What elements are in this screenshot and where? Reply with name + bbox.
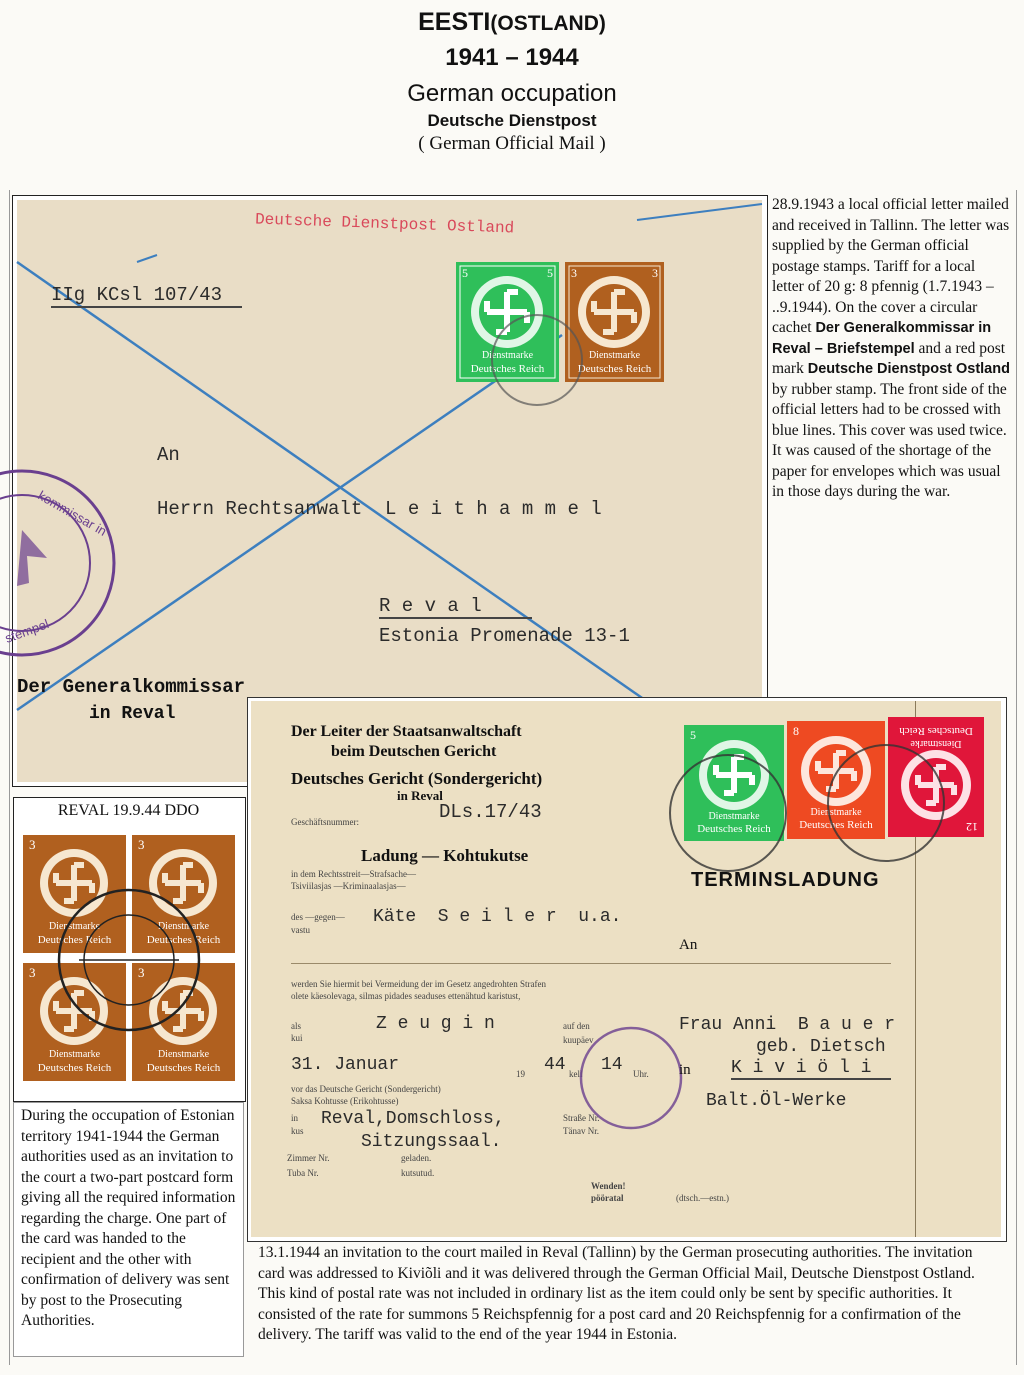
card-dls: DLs.17/43 <box>439 801 542 823</box>
title-paren: (OSTLAND) <box>490 12 606 35</box>
card-year-prefix: 19 <box>516 1069 525 1079</box>
card-saksa: Saksa Kohtusse (Erikohtusse) <box>291 1096 399 1106</box>
card-hour: 14 <box>601 1055 623 1075</box>
page-title <box>0 8 1024 37</box>
cover1-sender-1: Der Generalkommissar <box>17 676 246 698</box>
block-stamp1-value: 3 <box>29 837 36 852</box>
block-stamp3-value: 3 <box>29 965 36 980</box>
card-kuupaev: kuupäev <box>563 1035 594 1045</box>
cover1-city: R e v a l <box>379 595 532 619</box>
description-2: During the occupation of Estonian territory 1941-1944 the German authorities used as an invitation to the court a two-part postcard form giving all the required information regarding the charge. One part of the card was handed to the recipient and the other with confirmation of delivery was sent by post to the Prosecuting Authorities. <box>21 1107 236 1329</box>
card-h2: beim Deutschen Gericht <box>331 743 497 760</box>
card-stamp1-top: Dienstmarke <box>708 811 760 822</box>
card-year: 44 <box>544 1055 566 1075</box>
card-place2: Sitzungssaal. <box>361 1132 502 1152</box>
cover1-addressee: Herrn Rechtsanwalt L e i t h a m m e l <box>157 498 602 520</box>
card-vor: vor das Deutsche Gericht (Sondergericht) <box>291 1084 441 1094</box>
svg-text:kommissar in: kommissar in <box>35 487 110 539</box>
cover1-stamp2-value-l: 3 <box>571 266 577 280</box>
cover1-sender-2: in Reval <box>89 704 176 724</box>
block-stamp2-value: 3 <box>138 837 145 852</box>
card-stamp1-bottom: Deutsches Reich <box>697 823 771 835</box>
card-an: An <box>679 937 698 953</box>
card-terminsladung: TERMINSLADUNG <box>691 869 880 891</box>
svg-text:stempel: stempel <box>2 616 51 646</box>
card-stamp2-bottom: Deutsches Reich <box>799 819 873 831</box>
card-tanav: Tänav Nr. <box>563 1126 599 1136</box>
block-stamp1-top: Dienstmarke <box>48 921 101 932</box>
card-stamp3-bottom: Deutsches Reich <box>899 725 973 737</box>
cover1-stamp1-label-bottom: Deutsches Reich <box>470 363 545 375</box>
block-stamp3-bottom: Deutsches Reich <box>37 1062 112 1074</box>
card-als: als <box>291 1021 301 1031</box>
desc1-p3: by rubber stamp. The front side of the official letters had to be crossed with blue lines. This cover was used twice. It was caused of the shortage of the paper for envelopes which was usual in those days during the war. <box>772 380 1007 500</box>
desc1-p2: and a red post mark <box>772 339 1006 377</box>
cover1-stamp2-value-r: 3 <box>652 266 658 280</box>
card-vastu: vastu <box>291 925 310 935</box>
desc1-b2: Deutsche Dienstpost Ostland <box>807 361 1010 377</box>
page-years: 1941 – 1944 <box>445 44 579 71</box>
card-place1: Reval,Domschloss, <box>321 1109 505 1129</box>
card-in: in <box>291 1113 299 1123</box>
description-3: 13.1.1944 an invitation to the court mailed in Reval (Tallinn) by the German prosecuting authorities. The invitation card was addressed to Kiviõli and it was delivered through the German Official Mail, Deutsche Dienstpost Ostland. This kind of postal rate was not included in ordinary list as the item could only be sent by specific authorities. It consisted of the rate for summons 5 Reichspfennig for a post card and 20 Reichspfennig for a confirmation of the delivery. The tariff was valid to the end of the year 1944 in Estonia. <box>258 1244 975 1343</box>
card-name: Käte S e i l e r u.a. <box>373 907 622 927</box>
cover1-stamp2-label-bottom: Deutsches Reich <box>577 363 652 375</box>
block-stamp4-bottom: Deutsches Reich <box>146 1062 221 1074</box>
cover1-stamp2-label-top: Dienstmarke <box>588 350 641 361</box>
cover1-street: Estonia Promenade 13-1 <box>379 625 630 647</box>
title-main: EESTI <box>418 8 491 36</box>
card-stamp3-value: 12 <box>966 820 978 834</box>
card-violet-cachet <box>551 1023 661 1133</box>
card-gesch: Geschäftsnummer: <box>291 817 359 827</box>
card-olete: olete käesolevaga, silmas pidades seaduses ettenähtud karistust, <box>291 991 521 1001</box>
cover1-reference: IIg KCsl 107/43 <box>51 284 242 308</box>
card-addr2: geb. Dietsch <box>756 1037 886 1057</box>
card-zimmer: Zimmer Nr. <box>287 1153 330 1163</box>
page-subtitle: German occupation <box>407 80 617 107</box>
card-zeugin: Z e u g i n <box>376 1014 495 1034</box>
card-postmarks <box>666 743 986 893</box>
block-caption: REVAL 19.9.44 DDO <box>57 802 200 819</box>
block-stamp1-bottom: Deutsches Reich <box>37 934 112 946</box>
description-1 <box>772 195 1010 503</box>
cover1-stamp1-value-r: 5 <box>547 266 553 280</box>
card-kutsutud: kutsutud. <box>401 1168 435 1178</box>
card-stamp1-value: 5 <box>690 728 696 742</box>
card-kell: kell <box>569 1069 583 1079</box>
card-stamp2-value: 8 <box>793 724 799 738</box>
card-tsivil: Tsiviilasjas —Kriminaalasjas— <box>291 881 406 891</box>
card-des: des —gegen— <box>291 912 345 922</box>
card-addr3: K i v i ö l i <box>731 1058 891 1080</box>
card-addr-in: in <box>679 1062 691 1078</box>
card-geladen: geladen. <box>401 1153 432 1163</box>
card-uhr: Uhr. <box>633 1069 649 1079</box>
desc1-p1: 28.9.1943 a local official letter mailed and received in Tallinn. The letter was supplied by the German official postage stamps. Tariff for a local letter of 20 g: 8 pfennig (1.7.1943 – ..9.1944). On the cover a circular cachet <box>772 196 1010 336</box>
card <box>251 701 1001 1237</box>
card-pooratal: pööratal <box>591 1193 624 1203</box>
cover1-stamp1-label-top: Dienstmarke <box>481 350 534 361</box>
card-date: 31. Januar <box>291 1055 400 1075</box>
page-subtitle-3: ( German Official Mail ) <box>418 133 606 154</box>
block-postmark <box>39 885 189 1035</box>
block-stamp2-top: Dienstmarke <box>157 921 210 932</box>
card-ladung: Ladung — Kohtukutse <box>361 846 529 865</box>
cover1-envelope <box>2 200 762 782</box>
desc1-b1: Der Generalkommissar in Reval – Briefstempel <box>772 320 992 357</box>
frame-left <box>9 190 10 1365</box>
card-stamp3-top: Dienstmarke <box>910 738 962 749</box>
cover1-an: An <box>157 444 180 466</box>
card-kui: kui <box>291 1033 303 1043</box>
card-strasse: Straße Nr. <box>563 1113 600 1123</box>
red-cachet: Deutsche Dienstpost Ostland <box>254 210 515 238</box>
card-kus: kus <box>291 1126 304 1136</box>
card-h3: Deutsches Gericht (Sondergericht) <box>291 769 543 788</box>
card-stamp2-top: Dienstmarke <box>810 807 862 818</box>
page-subtitle-2: Deutsche Dienstpost <box>427 111 597 130</box>
block-stamp4-value: 3 <box>138 965 145 980</box>
cover1-stamp1-value-l: 5 <box>462 266 468 280</box>
card-werden: werden Sie hiermit bei Vermeidung der im Gesetz angedrohten Strafen <box>291 979 547 989</box>
block-stamp4-top: Dienstmarke <box>157 1049 210 1060</box>
cover1-postmark <box>477 350 597 420</box>
card-tuba: Tuba Nr. <box>287 1168 319 1178</box>
block-stamp2-bottom: Deutsches Reich <box>146 934 221 946</box>
card-addr4: Balt.Öl-Werke <box>706 1091 847 1111</box>
card-h4: in Reval <box>397 788 443 803</box>
card-wenden: Wenden! <box>591 1181 626 1191</box>
block-stamp3-top: Dienstmarke <box>48 1049 101 1060</box>
card-auf-den: auf den <box>563 1021 590 1031</box>
card-rechts: in dem Rechtsstreit—Strafsache— <box>291 869 416 879</box>
frame-right <box>1016 190 1017 1365</box>
card-rule <box>291 963 891 964</box>
card-footer: (dtsch.—estn.) <box>676 1193 729 1203</box>
card-h1: Der Leiter der Staatsanwaltschaft <box>291 723 522 740</box>
violet-cachet-seal <box>2 468 127 658</box>
stamp-block <box>19 825 241 1096</box>
card-addr1: Frau Anni B a u e r <box>679 1015 896 1035</box>
